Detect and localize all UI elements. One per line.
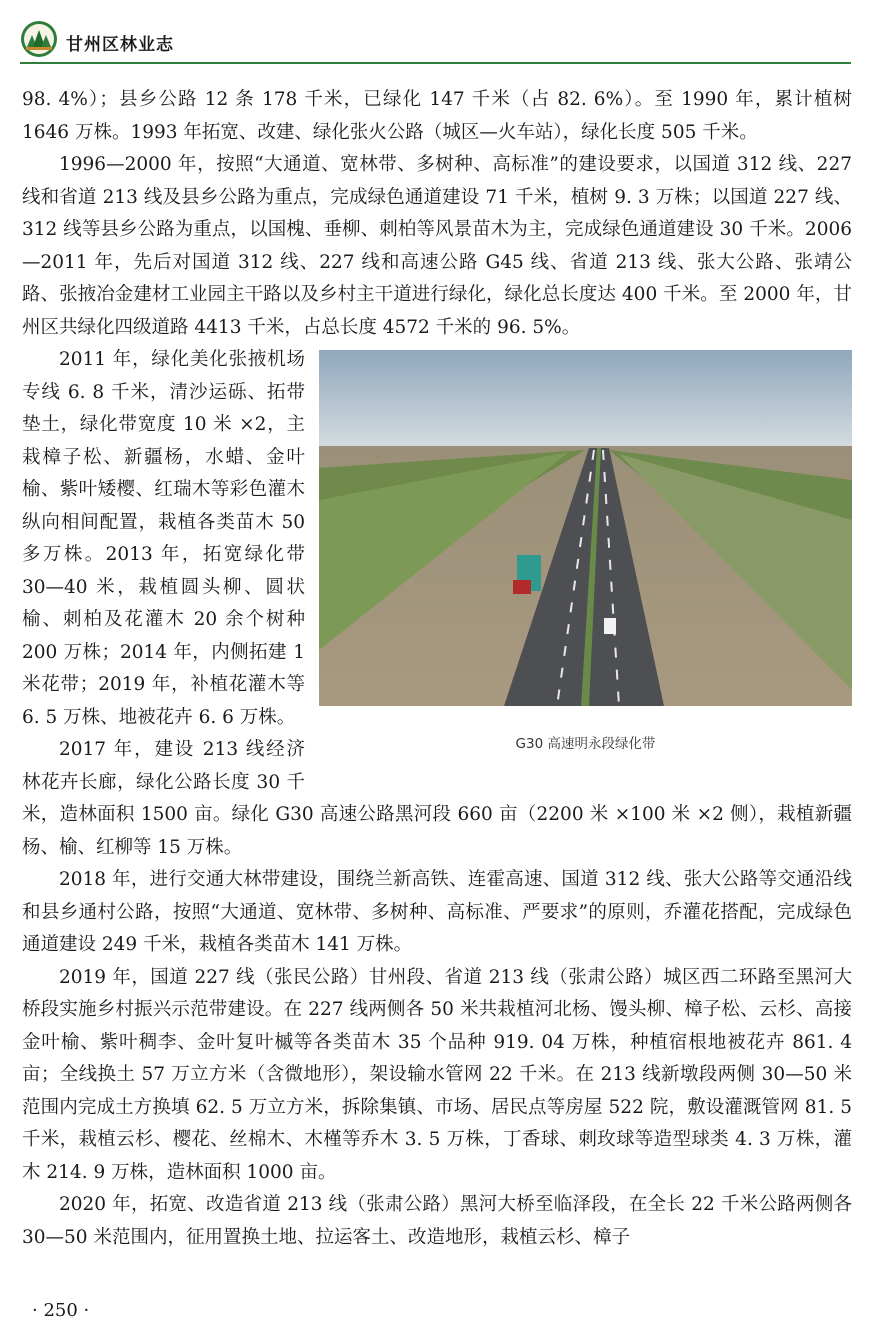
forest-tree-logo-icon xyxy=(20,20,58,58)
highway-greenbelt-photo xyxy=(319,350,852,706)
paragraph-7: 2020 年，拓宽、改造省道 213 线（张肃公路）黑河大桥至临泽段，在全长 22 千米公路两侧各 30—50 米范围内，征用置换土地、拉运客土、改造地形，栽植云杉、樟子 xyxy=(22,1194,852,1248)
figure xyxy=(319,350,852,768)
body-text xyxy=(22,84,852,1254)
paragraph-5: 2018 年，进行交通大林带建设，围绕兰新高铁、连霍高速、国道 312 线、张大公路等交通沿线和县乡通村公路，按照“大通道、宽林带、多树种、高标准、严要求”的原则，乔灌花搭配，完成绿色通道建设 249 千米，栽植各类苗木 141 万株。 xyxy=(22,869,852,955)
page-header xyxy=(20,20,851,64)
header-divider xyxy=(20,62,851,64)
paragraph-6: 2019 年，国道 227 线（张民公路）甘州段、省道 213 线（张肃公路）城区西二环路至黑河大桥段实施乡村振兴示范带建设。在 227 线两侧各 50 米共栽植河北杨、馒头柳、樟子松、云杉、高接金叶榆、紫叶稠李、金叶复叶槭等各类苗木 35 个品种 919. 04 万株，种植宿根地被花卉 861. 4 亩；全线换土 57 万立方米（含微地形），架设输水管网 22 千米。在 213 线新墩段两侧 30—50 米范围内完成土方换填 62. 5 万立方米，拆除集镇、市场、居民点等房屋 522 院，敷设灌溉管网 81. 5 千米，栽植云杉、樱花、丝棉木、木槿等乔木 3. 5 万株，丁香球、刺玫球等造型球类 4. 3 万株，灌木 214. 9 万株，造林面积 1000 亩。 xyxy=(22,966,852,1183)
figure-caption: G30 高速明永段绿化带 xyxy=(515,736,656,752)
page-number: · 250 · xyxy=(32,1300,90,1321)
paragraph-3: 2011 年，绿化美化张掖机场专线 6. 8 千米，清沙运砾、拓带垫土，绿化带宽度 10 米 ×2，主栽樟子松、新疆杨，水蜡、金叶榆、紫叶矮樱、红瑞木等彩色灌木纵向相间配置，栽植各类苗木 50 多万株。2013 年，拓宽绿化带 30—40 米，栽植圆头柳、圆状榆、刺柏及花灌木 20 余个树种 200 万株；2014 年，内侧拓建 1 米花带；2019 年，补植花灌木等 6. 5 万株、地被花卉 6. 6 万株。 xyxy=(22,349,305,728)
paragraph-4: 2017 年，建设 213 线经济林花卉长廊，绿化公路长度 30 千米，造林面积 1500 亩。绿化 G30 高速公路黑河段 660 亩（2200 米 ×100 米 ×2 侧），栽植新疆杨、榆、红柳等 15 万株。 xyxy=(22,739,852,858)
paragraph-2: 1996—2000 年，按照“大通道、宽林带、多树种、高标准”的建设要求，以国道 312 线、227 线和省道 213 线及县乡公路为重点，完成绿色通道建设 71 千米，植树 9. 3 万株；以国道 227 线、312 线等县乡公路为重点，以国槐、垂柳、刺柏等风景苗木为主，完成绿色通道建设 30 千米。2006—2011 年，先后对国道 312 线、227 线和高速公路 G45 线、省道 213 线、张大公路、张靖公路、张掖冶金建材工业园主干路以及乡村主干道进行绿化，绿化总长度达 400 千米。至 2000 年，甘州区共绿化四级道路 4413 千米，占总长度 4572 千米的 96. 5%。 xyxy=(22,154,852,338)
book-title: 甘州区林业志 xyxy=(66,35,174,55)
paragraph-1: 98. 4%）；县乡公路 12 条 178 千米，已绿化 147 千米（占 82. 6%）。至 1990 年，累计植树 1646 万株。1993 年拓宽、改建、绿化张火公路（城区—火车站），绿化长度 505 千米。 xyxy=(22,89,852,143)
